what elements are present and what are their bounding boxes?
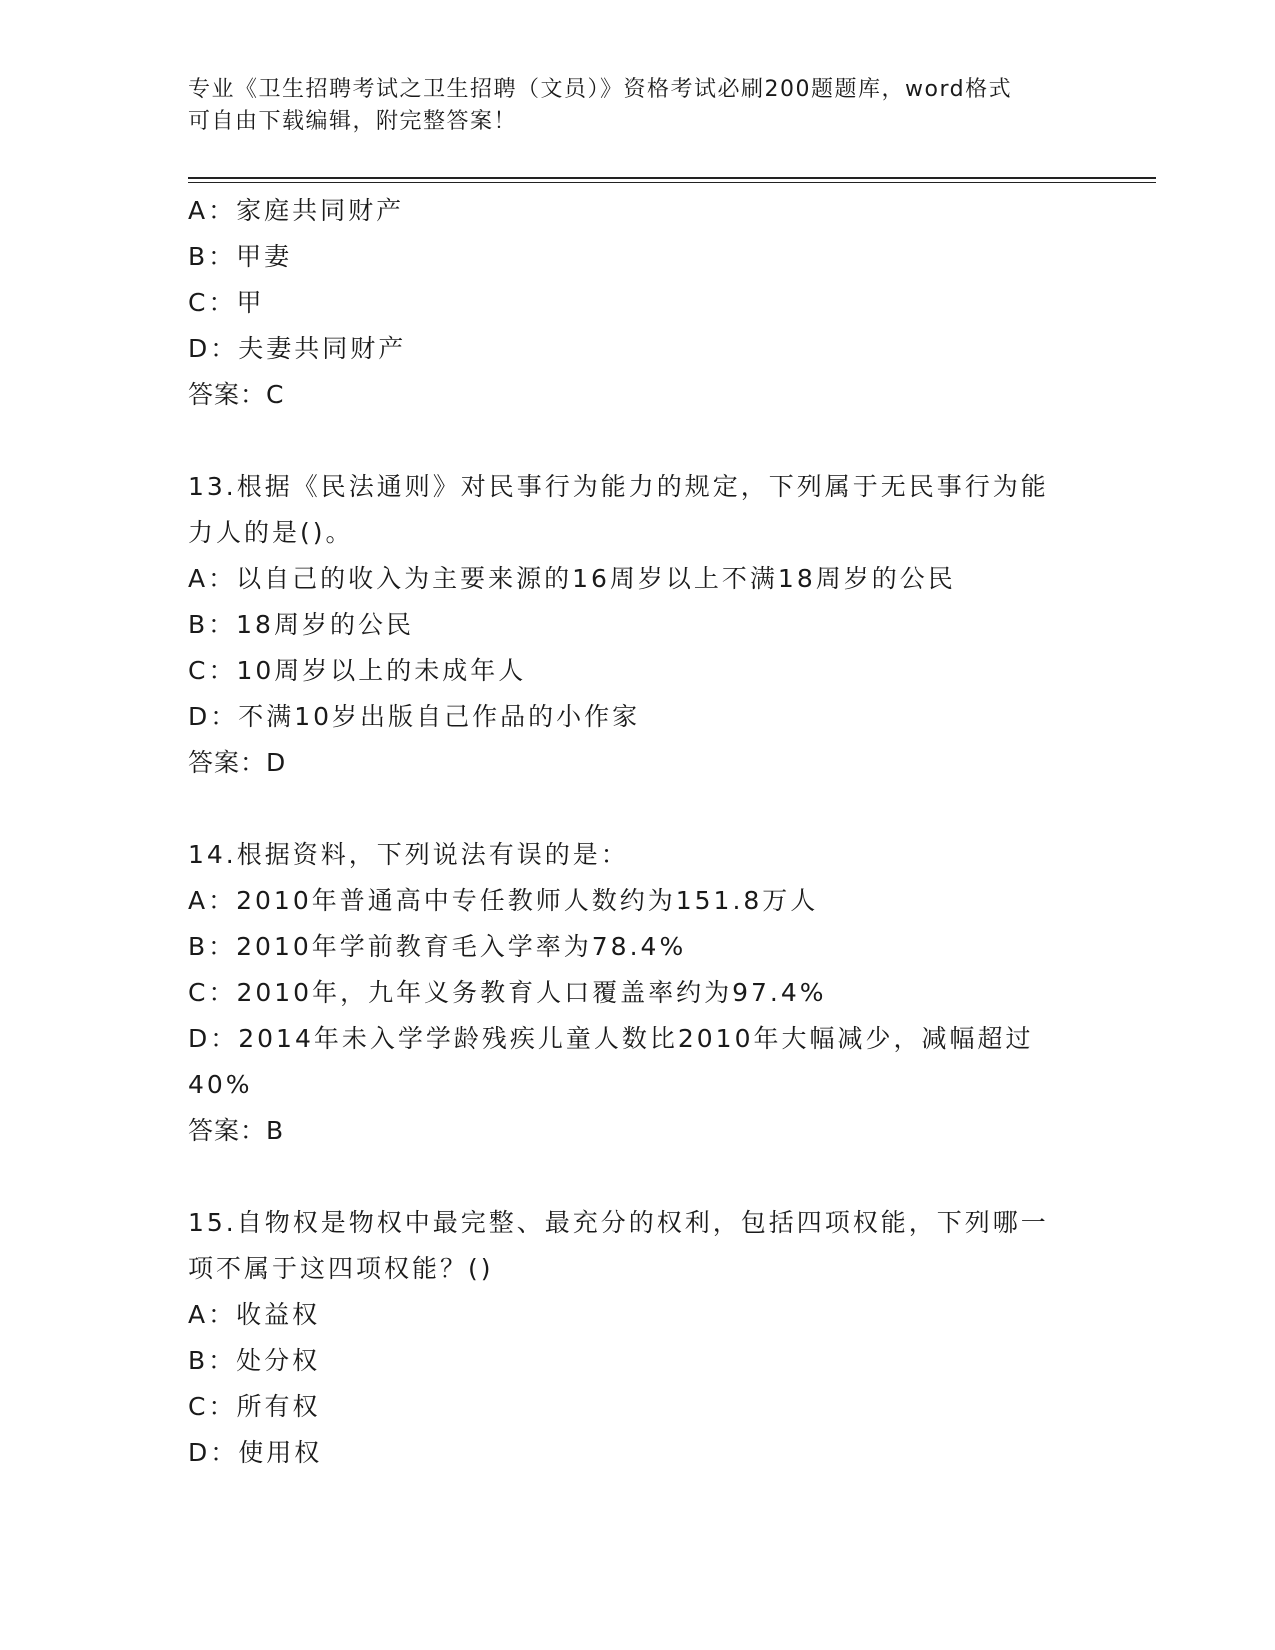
option-d: D：使用权 <box>188 1438 323 1467</box>
option-c: C：所有权 <box>188 1392 321 1421</box>
option-b: B：18周岁的公民 <box>188 610 414 639</box>
question-stem: 14.根据资料，下列说法有误的是： <box>188 840 629 869</box>
option-a: A：家庭共同财产 <box>188 196 405 225</box>
option-d: D：不满10岁出版自己作品的小作家 <box>188 702 641 731</box>
document-header <box>188 74 1068 138</box>
option-d: D：2014年未入学学龄残疾儿童人数比2010年大幅减少，减幅超过 <box>188 1024 1034 1053</box>
question-12-tail <box>188 188 1088 418</box>
question-stem: 15.自物权是物权中最完整、最充分的权利，包括四项权能，下列哪一 <box>188 1208 1049 1237</box>
option-c: C：10周岁以上的未成年人 <box>188 656 527 685</box>
answer: 答案：B <box>188 1116 285 1145</box>
option-a: A：以自己的收入为主要来源的16周岁以上不满18周岁的公民 <box>188 564 956 593</box>
option-d: D：夫妻共同财产 <box>188 334 407 363</box>
question-stem: 13.根据《民法通则》对民事行为能力的规定，下列属于无民事行为能 <box>188 472 1049 501</box>
header-divider-thick <box>188 177 1156 179</box>
option-b: B：2010年学前教育毛入学率为78.4% <box>188 932 687 961</box>
option-d-cont: 40% <box>188 1070 253 1099</box>
document-body <box>188 188 1088 1476</box>
option-a: A：2010年普通高中专任教师人数约为151.8万人 <box>188 886 819 915</box>
header-line-2: 可自由下载编辑，附完整答案！ <box>188 109 518 134</box>
question-14 <box>188 832 1088 1154</box>
answer: 答案：D <box>188 748 287 777</box>
answer: 答案：C <box>188 380 285 409</box>
option-c: C：甲 <box>188 288 265 317</box>
option-b: B：处分权 <box>188 1346 321 1375</box>
question-stem-cont: 力人的是()。 <box>188 518 354 547</box>
header-line-1: 专业《卫生招聘考试之卫生招聘（文员）》资格考试必刷200题题库，word格式 <box>188 77 1013 102</box>
question-stem-cont: 项不属于这四项权能？() <box>188 1254 494 1283</box>
question-13 <box>188 464 1088 786</box>
option-b: B：甲妻 <box>188 242 293 271</box>
question-15 <box>188 1200 1088 1476</box>
header-divider-thin <box>188 182 1156 183</box>
option-c: C：2010年，九年义务教育人口覆盖率约为97.4% <box>188 978 827 1007</box>
option-a: A：收益权 <box>188 1300 321 1329</box>
